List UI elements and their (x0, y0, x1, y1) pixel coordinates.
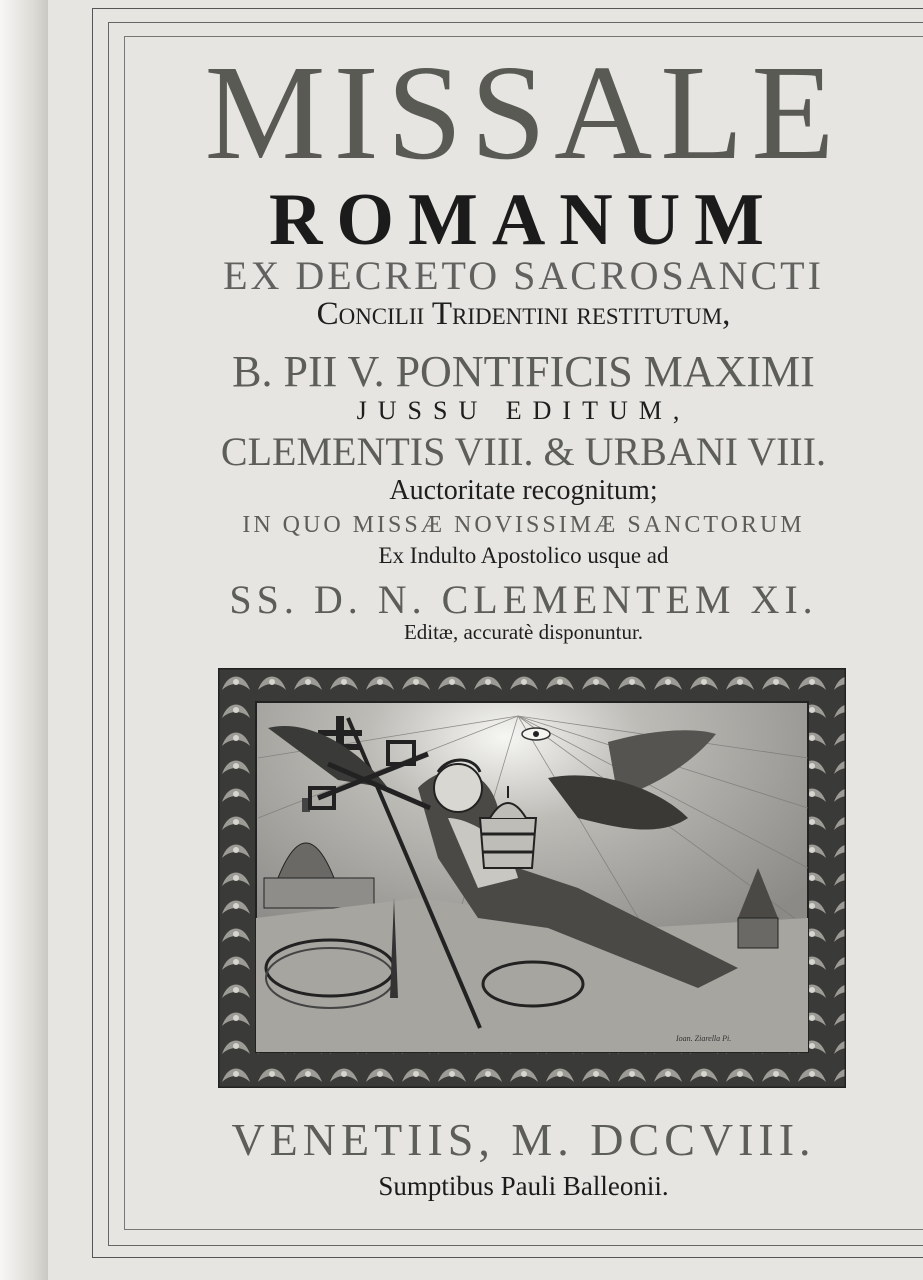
subtitle-jussu: JUSSU EDITUM, (356, 396, 691, 425)
frontispiece-engraving (218, 668, 846, 1088)
subtitle-pii: B. PII V. PONTIFICIS MAXIMI (232, 347, 815, 396)
subtitle-in-quo: IN QUO MISSÆ NOVISSIMÆ SANCTORUM (242, 512, 805, 538)
subtitle-auctoritate: Auctoritate recognitum; (389, 475, 658, 506)
title-missale: MISSALE (204, 38, 843, 188)
eye-of-providence-icon (522, 728, 550, 740)
subtitle-ex-decreto: EX DECRETO SACROSANCTI (223, 253, 824, 298)
subtitle-concilii: Concilii Tridentini restitutum, (316, 296, 731, 332)
title-romanum: ROMANUM (268, 179, 778, 261)
imprint-place-date: VENETIIS, M. DCCVIII. (231, 1114, 816, 1165)
subtitle-clementis: CLEMENTIS VIII. & URBANI VIII. (220, 429, 827, 474)
subtitle-clementem: SS. D. N. CLEMENTEM XI. (229, 577, 818, 622)
subtitle-indulto: Ex Indulto Apostolico usque ad (378, 543, 669, 568)
imprint-publisher: Sumptibus Pauli Balleonii. (378, 1171, 669, 1201)
book-gutter (0, 0, 48, 1280)
engraver-signature: Ioan. Ziarella Pi. (676, 1034, 732, 1043)
subtitle-editae: Editæ, accuratè disponuntur. (403, 620, 644, 644)
